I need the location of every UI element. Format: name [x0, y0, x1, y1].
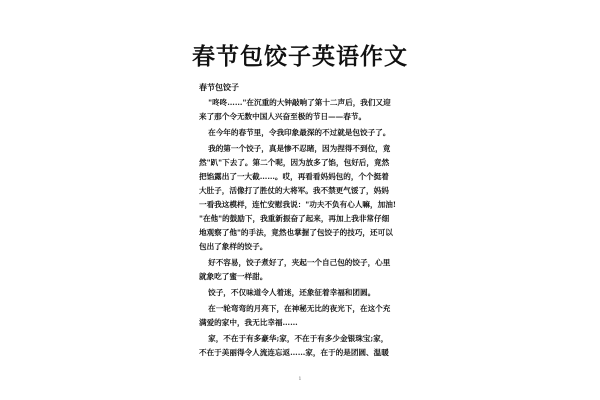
paragraph-line: 家，不在于有多豪华;家，不在于有多少金银珠宝;家， — [208, 334, 389, 343]
paragraph-line: 满爱的家中，我无比幸福…… — [199, 318, 298, 327]
paragraph-line: 好不容易，饺子煮好了，夹起一个自己包的饺子，心里 — [208, 258, 391, 267]
paragraph-line: 地观察了他"的手法，竟然也掌握了包饺子的技巧，还可以 — [199, 228, 393, 237]
paragraph-line: 把馅露出了一大截……。哎，再看看妈妈包的，个个挺着 — [199, 172, 389, 181]
paragraph — [199, 302, 411, 330]
document-subtitle: 春节包饺子 — [199, 82, 239, 92]
document-body — [199, 80, 411, 362]
document-title: 春节包饺子英语作文 — [192, 43, 408, 70]
paragraph — [199, 256, 411, 284]
paragraph-line: 大肚子，活像打了胜仗的大将军。我不禁更气馁了，妈妈 — [199, 186, 389, 195]
paragraph-line: 我的第一个饺子，真是惨不忍睹，因为捏得不到位，竟 — [208, 144, 391, 153]
paragraph-line: "在他"的鼓励下，我重新振奋了起来，再加上我非常仔细 — [199, 214, 390, 223]
paragraph-line: 来了那个令无数中国人兴奋至极的节日——春节。 — [199, 112, 367, 121]
paragraph-line: 包出了象样的饺子。 — [199, 242, 268, 251]
paragraph-line: "咚咚……"在沉重的大钟敲响了第十二声后，我们又迎 — [208, 98, 391, 107]
page-number: 1 — [298, 376, 302, 382]
paragraph-line: 在一轮弯弯的月亮下，在神秘无比的夜光下，在这个充 — [208, 304, 391, 313]
paragraph-line: 一看我这模样，连忙安慰我说："功夫不负有心人嘛，加油! — [199, 200, 397, 209]
paragraph-line: 然"趴"下去了。第二个呢，因为放多了馅，包好后，竟然 — [199, 158, 390, 167]
paragraph — [199, 332, 411, 360]
paragraph-line: 在今年的春节里，令我印象最深的不过就是包饺子了。 — [208, 128, 391, 137]
paragraph — [199, 126, 411, 140]
paragraph-line: 就象吃了蜜一样甜。 — [199, 272, 268, 281]
paragraph — [199, 96, 411, 124]
paragraph — [199, 286, 411, 300]
paragraph-line: 不在于美丽得令人流连忘返……家，在于的是团圆、温暖 — [199, 348, 389, 357]
paragraph-line: 饺子，不仅味道令人着迷，还象征着幸福和团圆。 — [208, 288, 376, 297]
paragraph — [199, 142, 411, 254]
